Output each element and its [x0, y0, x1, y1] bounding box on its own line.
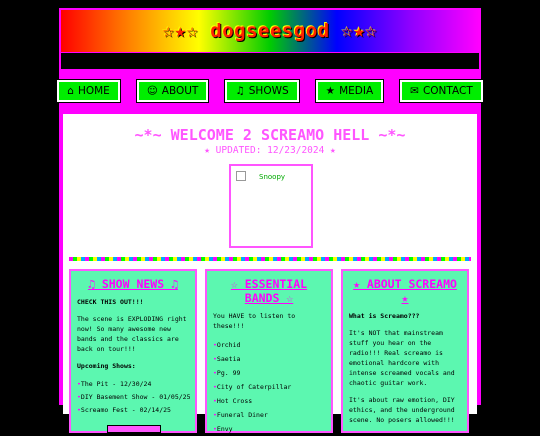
- nav-bar: [59, 69, 481, 113]
- screamo-question: What is Screamo???: [349, 312, 420, 320]
- news-body: The scene is EXPLODING right now! So many awesome new bands and the classics are back on tour!!!: [77, 315, 187, 353]
- list-item: • Funeral Diner: [213, 408, 331, 422]
- main-content: [63, 114, 477, 433]
- list-item: • Hot Cross: [213, 394, 331, 408]
- nav-about-label: ABOUT: [161, 85, 199, 97]
- nav-media-button[interactable]: [316, 80, 383, 102]
- snoopy-image: [229, 164, 313, 248]
- nav-media-label: MEDIA: [339, 85, 374, 97]
- smiley-icon: ☺: [146, 85, 158, 97]
- list-item: • The Pit - 12/30/24: [77, 378, 195, 391]
- page-frame: [59, 8, 481, 433]
- list-item: • City of Caterpillar: [213, 380, 331, 394]
- about-screamo-card: [341, 269, 469, 433]
- nav-shows-label: SHOWS: [248, 85, 289, 97]
- check-this-out-text: CHECK THIS OUT!!!: [77, 298, 144, 306]
- nav-contact-button[interactable]: [400, 80, 483, 102]
- site-title: ☆★☆ dogseesgod ☆★☆: [162, 20, 378, 42]
- rainbow-divider: [69, 257, 471, 261]
- nav-contact-label: CONTACT: [422, 85, 473, 97]
- list-item: • Pg. 99: [213, 366, 331, 380]
- image-alt-text: Snoopy: [259, 173, 286, 181]
- essential-bands-card: [205, 269, 333, 433]
- list-item: • Envy: [213, 422, 331, 436]
- more-shows-button[interactable]: [107, 425, 161, 433]
- nav-about-button[interactable]: [137, 80, 209, 102]
- music-note-icon: ♫: [235, 85, 245, 97]
- nav-home-button[interactable]: [57, 80, 120, 102]
- upcoming-shows-label: Upcoming Shows:: [77, 362, 136, 370]
- show-news-card: [69, 269, 197, 433]
- list-item: • DIY Basement Show - 01/05/25: [77, 391, 195, 404]
- about-screamo-title: ★ ABOUT SCREAMO ★: [353, 277, 457, 305]
- show-news-title: ♫ SHOW NEWS ♫: [87, 277, 178, 291]
- header-bar: [61, 53, 479, 69]
- header-banner: [61, 10, 479, 52]
- essential-bands-title: ☆ ESSENTIAL BANDS ☆: [230, 277, 308, 305]
- nav-shows-button[interactable]: [225, 80, 298, 102]
- bands-intro: You HAVE to listen to these!!!: [213, 312, 296, 330]
- upcoming-shows-list: [77, 378, 195, 417]
- envelope-icon: ✉: [410, 85, 419, 97]
- bands-list: [213, 338, 331, 436]
- home-icon: ⌂: [67, 85, 74, 97]
- about-paragraph-1: It's NOT that mainstream stuff you hear on the radio!!! Real screamo is emotional hardcore with intense screamed vocals and chaotic guitar work.: [349, 329, 455, 387]
- list-item: • Saetia: [213, 352, 331, 366]
- star-icon: ★: [325, 85, 336, 97]
- list-item: • Orchid: [213, 338, 331, 352]
- updated-date: ★ UPDATED: 12/23/2024 ★: [204, 145, 336, 156]
- broken-image-icon: [236, 171, 246, 181]
- nav-home-label: HOME: [77, 85, 110, 97]
- welcome-heading: ~*~ WELCOME 2 SCREAMO HELL ~*~: [134, 126, 406, 144]
- about-paragraph-2: It's about raw emotion, DIY ethics, and the underground scene. No posers allowed!!!: [349, 396, 455, 424]
- list-item: • Screamo Fest - 02/14/25: [77, 404, 195, 417]
